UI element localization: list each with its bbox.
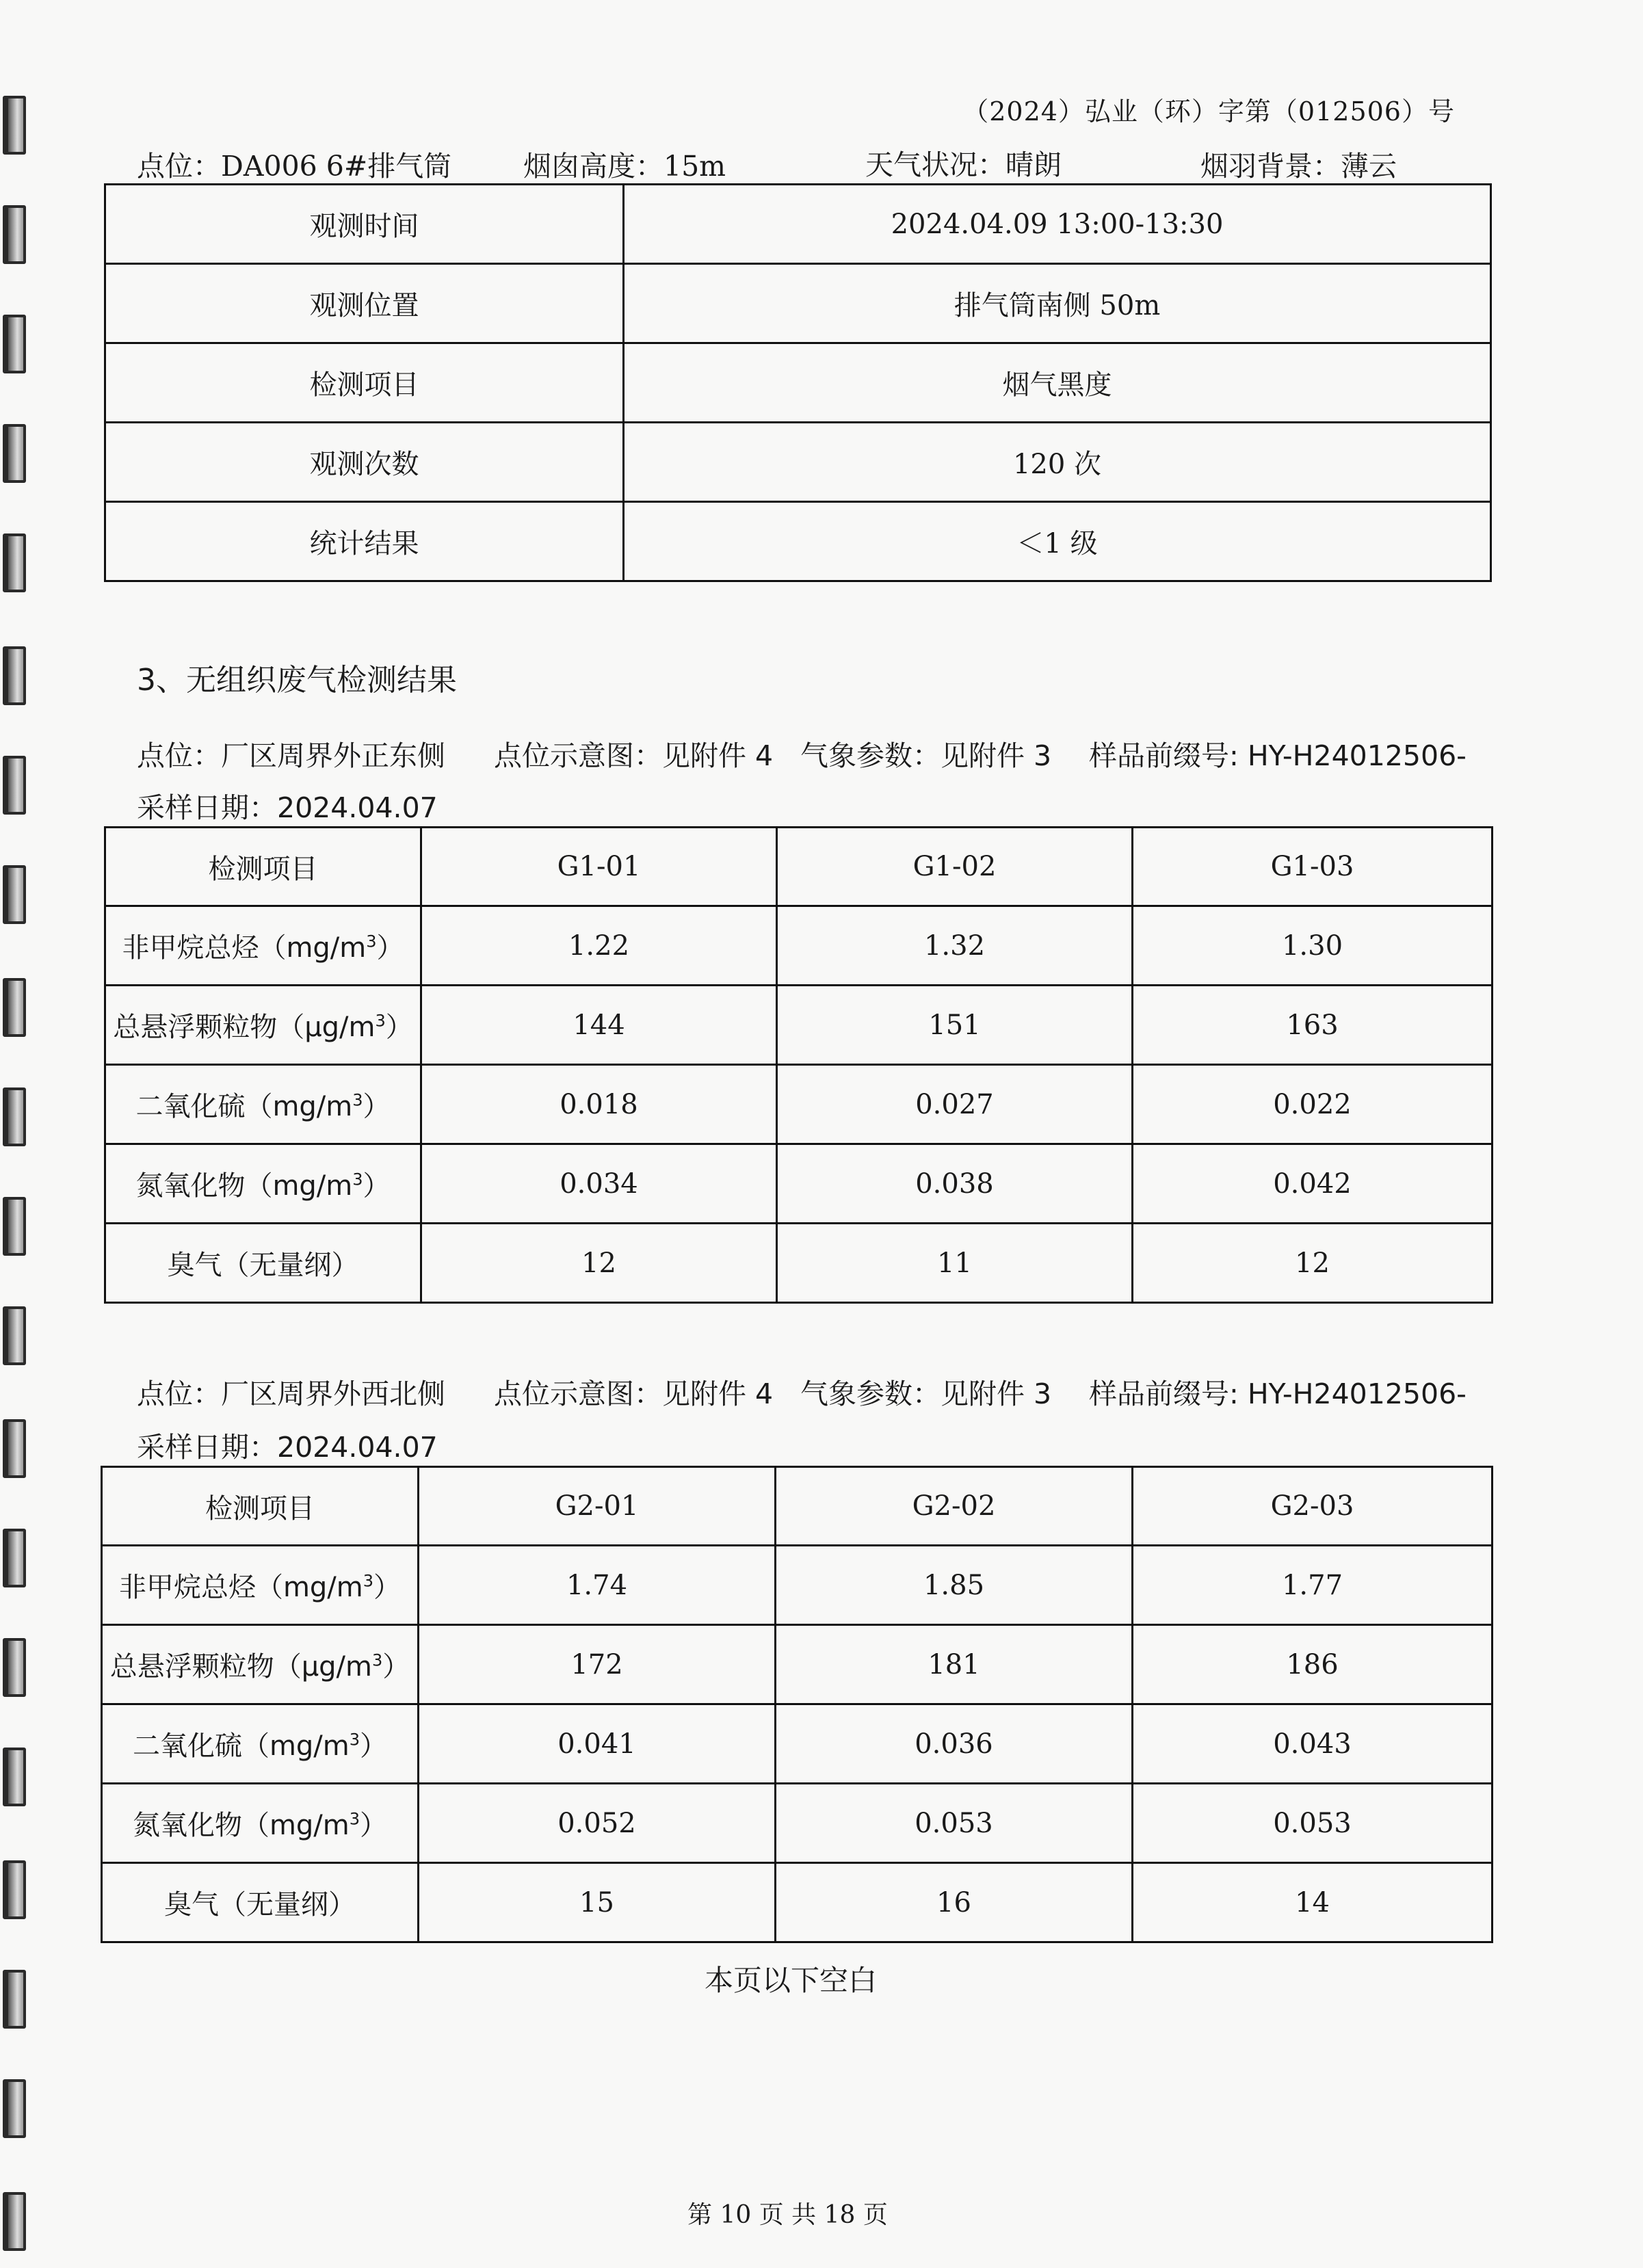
binder-ring xyxy=(3,1306,26,1365)
column-header: 检测项目 xyxy=(102,1467,419,1546)
binder-ring xyxy=(3,1970,26,2029)
table-row xyxy=(105,1144,1493,1224)
binder-ring xyxy=(3,1638,26,1697)
item-name: 臭气（无量纲） xyxy=(167,1250,359,1281)
unit-superscript: 3 xyxy=(366,932,377,951)
binder-ring xyxy=(3,2079,26,2138)
value-cell: 0.022 xyxy=(1133,1065,1493,1144)
value-cell: 163 xyxy=(1133,986,1493,1065)
smoke-row-value: 烟气黑度 xyxy=(624,343,1491,423)
binder-ring xyxy=(3,424,26,483)
unit-superscript: 3 xyxy=(352,1170,363,1189)
chimney-height: 烟囱高度：15m xyxy=(523,150,726,183)
value-cell: 12 xyxy=(421,1224,777,1303)
binder-ring xyxy=(3,1860,26,1919)
value-cell: 0.041 xyxy=(419,1704,776,1784)
unit-superscript: 3 xyxy=(363,1571,374,1591)
unit-close: ） xyxy=(382,1651,410,1683)
plume-background: 烟羽背景：薄云 xyxy=(1200,150,1397,183)
blank-page-note: 本页以下空白 xyxy=(705,1964,878,1997)
smoke-row-value: 2024.04.09 13:00-13:30 xyxy=(624,185,1491,264)
value-cell: 0.027 xyxy=(777,1065,1133,1144)
g1-sample-prefix: 样品前缀号: HY-H24012506- xyxy=(1089,739,1467,772)
binder-ring xyxy=(3,756,26,815)
binder-ring xyxy=(3,205,26,264)
value-cell: 172 xyxy=(419,1625,776,1704)
binder-ring xyxy=(3,1529,26,1587)
table-header-row xyxy=(102,1467,1493,1546)
unit-close: ） xyxy=(363,1170,391,1202)
binder-ring xyxy=(3,978,26,1037)
binder-ring xyxy=(3,865,26,924)
value-cell: 151 xyxy=(777,986,1133,1065)
table-row xyxy=(102,1546,1493,1625)
table-row xyxy=(102,1863,1493,1942)
g2-sampling-date: 采样日期：2024.04.07 xyxy=(137,1431,438,1464)
column-header: G2-02 xyxy=(776,1467,1133,1546)
value-cell: 1.30 xyxy=(1133,906,1493,986)
unit-superscript: 3 xyxy=(349,1809,360,1829)
item-name: 二氧化硫（mg/m xyxy=(132,1730,350,1762)
value-cell: 1.22 xyxy=(421,906,777,986)
unit-superscript: 3 xyxy=(352,1090,363,1110)
table-row xyxy=(102,1625,1493,1704)
table-row xyxy=(105,423,1491,502)
value-cell: 0.043 xyxy=(1133,1704,1493,1784)
unit-close: ） xyxy=(373,1572,402,1603)
unit-close: ） xyxy=(376,932,404,964)
item-name: 氮氧化物（mg/m xyxy=(132,1810,350,1841)
g1-point: 点位：厂区周界外正东侧 xyxy=(137,739,445,772)
item-name-cell xyxy=(102,1784,419,1863)
item-name-cell xyxy=(105,1224,421,1303)
binder-ring xyxy=(3,646,26,705)
binder-ring xyxy=(3,533,26,592)
value-cell: 1.32 xyxy=(777,906,1133,986)
item-name: 二氧化硫（mg/m xyxy=(135,1091,353,1122)
table-row xyxy=(105,1224,1493,1303)
item-name-cell xyxy=(105,986,421,1065)
table-row xyxy=(102,1704,1493,1784)
column-header: G1-01 xyxy=(421,828,777,906)
value-cell: 0.036 xyxy=(776,1704,1133,1784)
item-name: 总悬浮颗粒物（μg/m xyxy=(113,1012,376,1043)
value-cell: 1.77 xyxy=(1133,1546,1493,1625)
g2-diagram: 点位示意图：见附件 4 xyxy=(494,1377,774,1410)
g2-results-table xyxy=(101,1466,1493,1943)
column-header: G1-03 xyxy=(1133,828,1493,906)
unit-close: ） xyxy=(360,1730,388,1762)
table-row xyxy=(105,502,1491,581)
smoke-row-label: 观测位置 xyxy=(105,264,624,343)
binder-ring xyxy=(3,1087,26,1146)
item-name: 臭气（无量纲） xyxy=(164,1889,356,1921)
column-header: G2-01 xyxy=(419,1467,776,1546)
smoke-row-label: 观测次数 xyxy=(105,423,624,502)
unit-close: ） xyxy=(360,1810,388,1841)
table-header-row xyxy=(105,828,1493,906)
smoke-row-value: 120 次 xyxy=(624,423,1491,502)
smoke-row-label: 观测时间 xyxy=(105,185,624,264)
binder-ring xyxy=(3,1197,26,1256)
unit-superscript: 3 xyxy=(375,1011,386,1031)
item-name-cell xyxy=(105,906,421,986)
table-row xyxy=(105,1065,1493,1144)
item-name-cell xyxy=(102,1704,419,1784)
binder-ring xyxy=(3,1748,26,1806)
unit-superscript: 3 xyxy=(372,1650,383,1670)
binder-ring xyxy=(3,96,26,155)
smoke-point: 点位：DA006 6#排气筒 xyxy=(137,150,452,183)
value-cell: 0.053 xyxy=(776,1784,1133,1863)
value-cell: 15 xyxy=(419,1863,776,1942)
binder-rings xyxy=(0,0,27,2268)
value-cell: 0.034 xyxy=(421,1144,777,1224)
value-cell: 144 xyxy=(421,986,777,1065)
g2-sample-prefix: 样品前缀号: HY-H24012506- xyxy=(1089,1377,1467,1410)
weather-status: 天气状况：晴朗 xyxy=(865,148,1062,181)
item-name-cell xyxy=(105,1065,421,1144)
item-name-cell xyxy=(102,1863,419,1942)
table-row xyxy=(102,1784,1493,1863)
g1-sampling-date: 采样日期：2024.04.07 xyxy=(137,791,438,824)
column-header: G1-02 xyxy=(777,828,1133,906)
g1-results-table xyxy=(104,826,1493,1304)
unit-superscript: 3 xyxy=(349,1730,360,1750)
binder-ring xyxy=(3,315,26,373)
value-cell: 0.053 xyxy=(1133,1784,1493,1863)
value-cell: 16 xyxy=(776,1863,1133,1942)
table-row xyxy=(105,986,1493,1065)
item-name: 氮氧化物（mg/m xyxy=(135,1170,353,1202)
item-name: 总悬浮颗粒物（μg/m xyxy=(109,1651,372,1683)
value-cell: 12 xyxy=(1133,1224,1493,1303)
section-title: 3、无组织废气检测结果 xyxy=(137,663,457,698)
column-header: 检测项目 xyxy=(105,828,421,906)
g1-weather: 气象参数：见附件 3 xyxy=(800,739,1052,772)
value-cell: 11 xyxy=(777,1224,1133,1303)
item-name: 非甲烷总烃（mg/m xyxy=(122,932,367,964)
value-cell: 0.038 xyxy=(777,1144,1133,1224)
item-name: 非甲烷总烃（mg/m xyxy=(118,1572,363,1603)
table-row xyxy=(105,264,1491,343)
value-cell: 186 xyxy=(1133,1625,1493,1704)
value-cell: 181 xyxy=(776,1625,1133,1704)
binder-ring xyxy=(3,2192,26,2251)
g2-point: 点位：厂区周界外西北侧 xyxy=(137,1377,445,1410)
smoke-row-label: 统计结果 xyxy=(105,502,624,581)
table-row xyxy=(105,906,1493,986)
item-name-cell xyxy=(102,1546,419,1625)
value-cell: 1.74 xyxy=(419,1546,776,1625)
item-name-cell xyxy=(105,1144,421,1224)
table-row xyxy=(105,343,1491,423)
table-row xyxy=(105,185,1491,264)
unit-close: ） xyxy=(363,1091,391,1122)
g1-diagram: 点位示意图：见附件 4 xyxy=(494,739,774,772)
value-cell: 0.018 xyxy=(421,1065,777,1144)
smoke-blackness-table xyxy=(104,183,1492,582)
value-cell: 0.052 xyxy=(419,1784,776,1863)
unit-close: ） xyxy=(385,1012,413,1043)
value-cell: 14 xyxy=(1133,1863,1493,1942)
page-footer: 第 10 页 共 18 页 xyxy=(687,2201,888,2229)
document-number: （2024）弘业（环）字第（012506）号 xyxy=(962,96,1455,127)
value-cell: 1.85 xyxy=(776,1546,1133,1625)
smoke-row-value: 排气筒南侧 50m xyxy=(624,264,1491,343)
column-header: G2-03 xyxy=(1133,1467,1493,1546)
binder-ring xyxy=(3,1419,26,1478)
smoke-row-label: 检测项目 xyxy=(105,343,624,423)
value-cell: 0.042 xyxy=(1133,1144,1493,1224)
smoke-row-value: ＜1 级 xyxy=(624,502,1491,581)
item-name-cell xyxy=(102,1625,419,1704)
g2-weather: 气象参数：见附件 3 xyxy=(800,1377,1052,1410)
